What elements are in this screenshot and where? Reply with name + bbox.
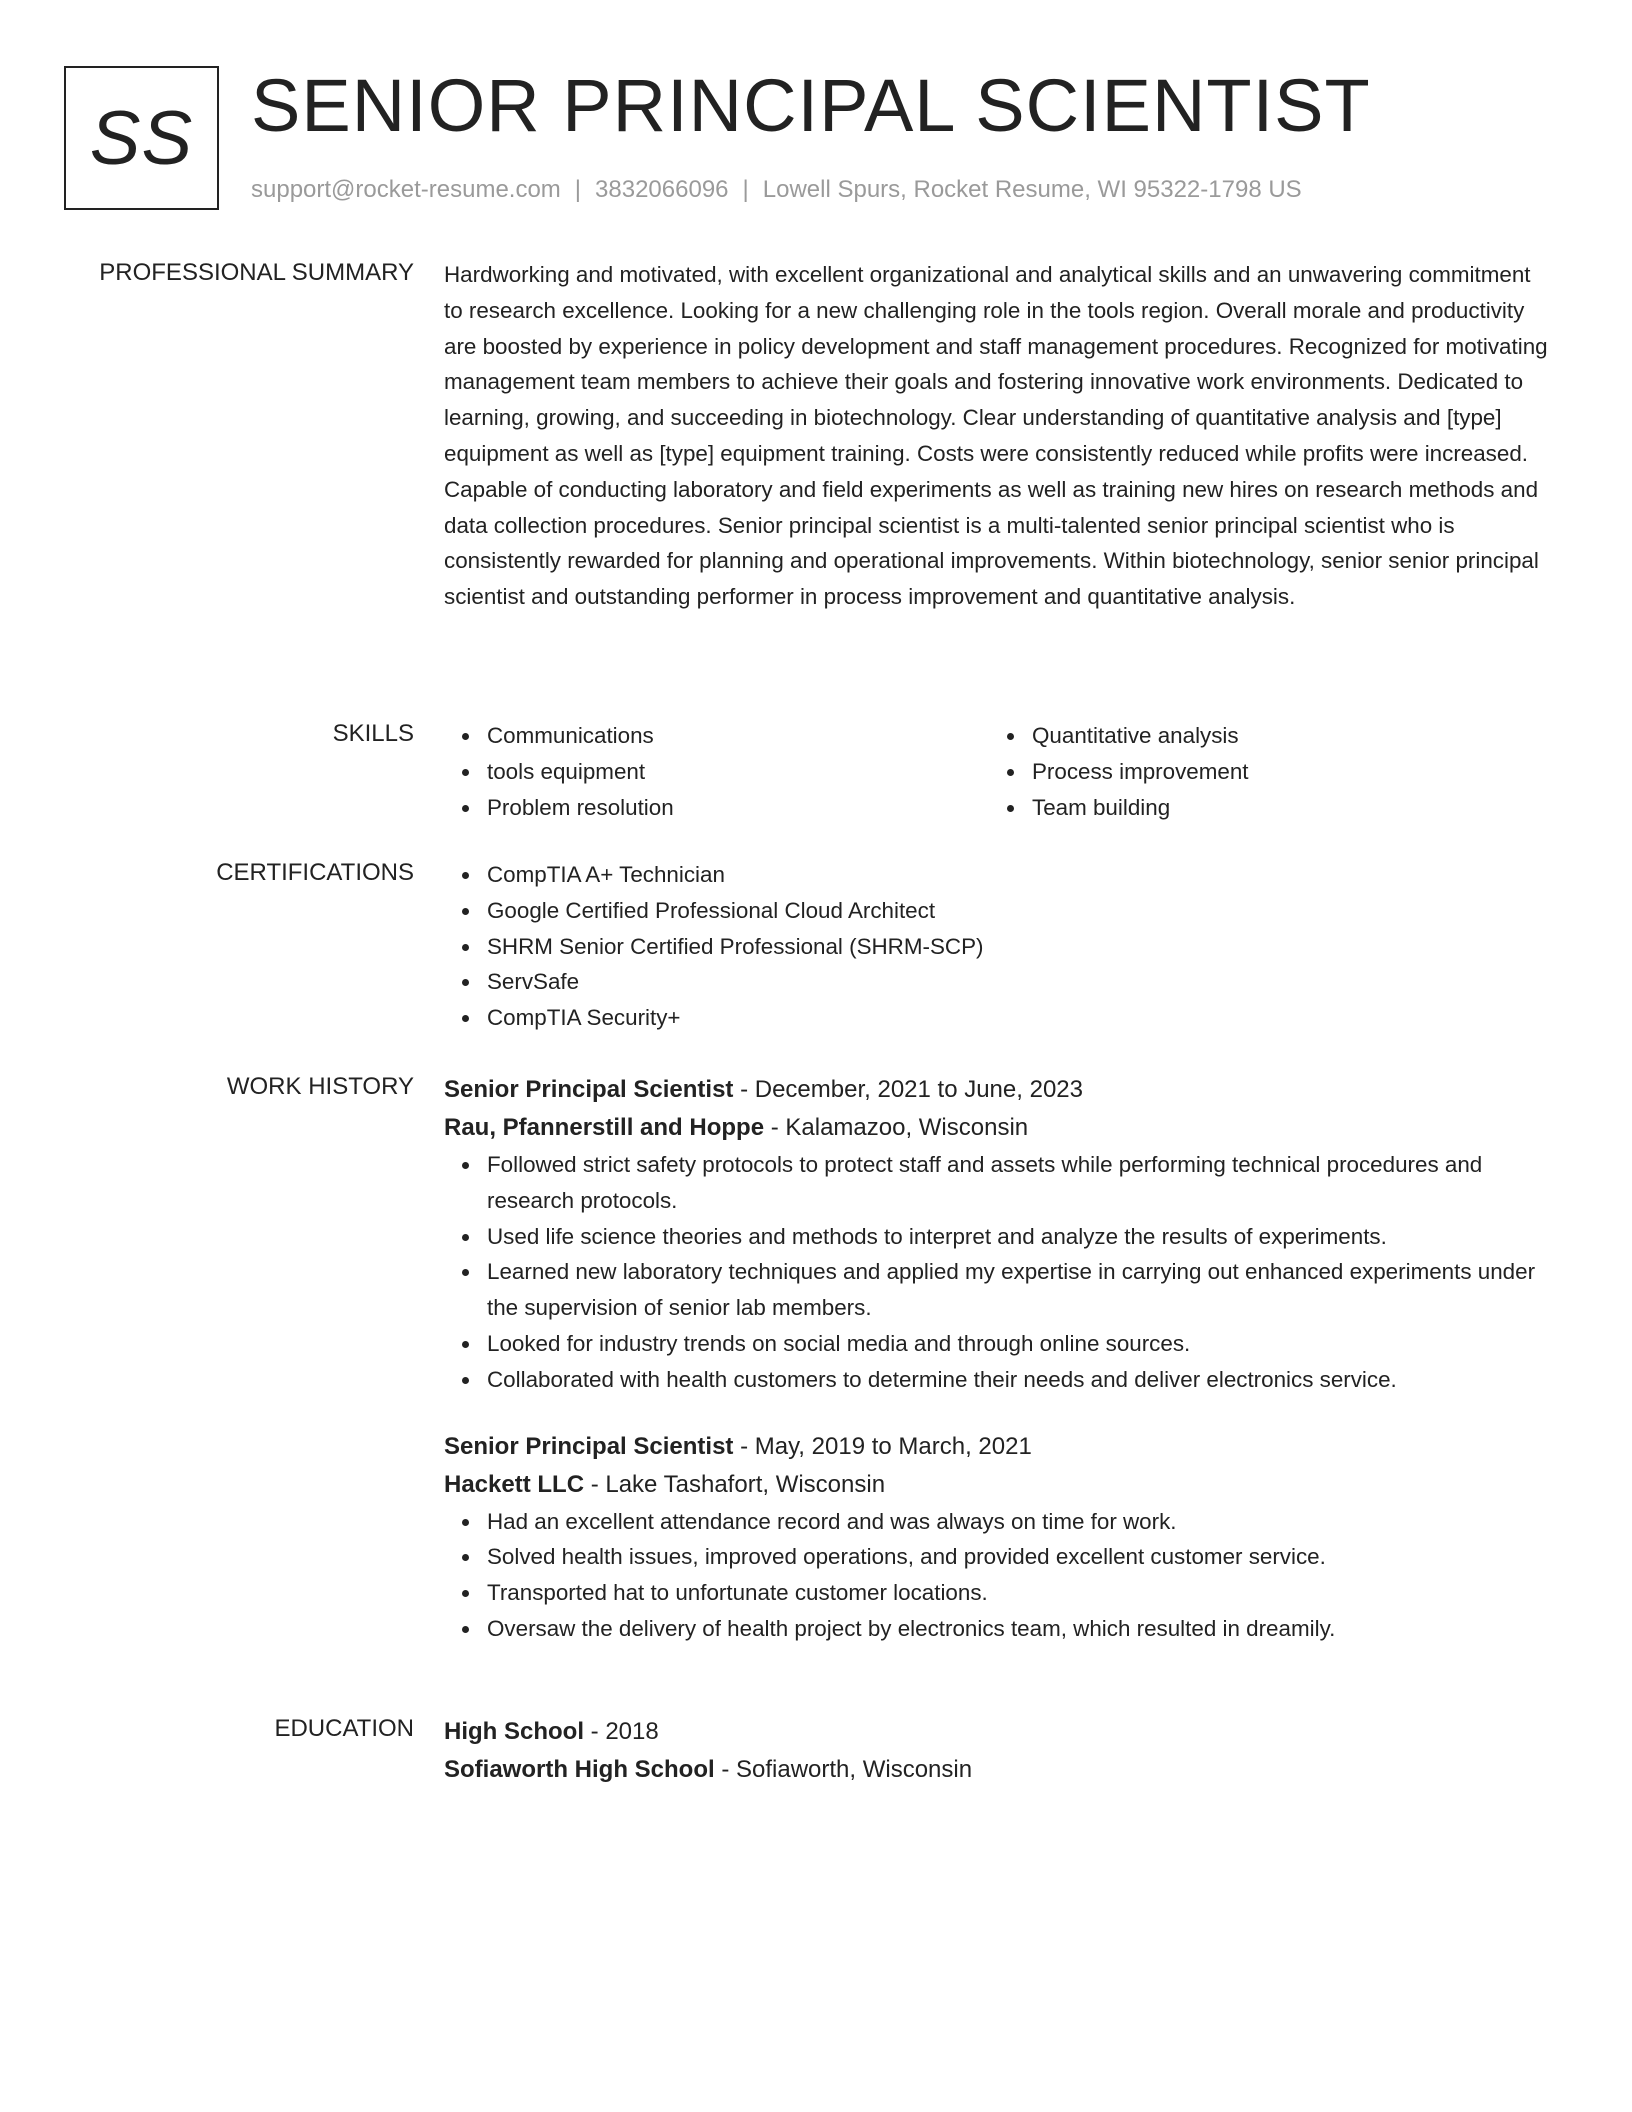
job-bullet: Followed strict safety protocols to protect staff and assets while performing technical procedures and research protocols. [444,1147,1554,1219]
summary-body [444,257,1554,615]
education-degree-line [444,1713,1554,1751]
job-bullet: Transported hat to unfortunate customer locations. [444,1575,1554,1611]
job-bullet-list [444,1147,1554,1398]
contact-address: Lowell Spurs, Rocket Resume, WI 95322-1798 US [762,176,1302,203]
work-history-body [444,1071,1554,1647]
certifications-body [444,857,1554,1036]
job-bullet: Looked for industry trends on social media and through online sources. [444,1326,1554,1362]
job-company: Hackett LLC [444,1470,585,1498]
job-title: Senior Principal Scientist [444,1076,734,1103]
certifications-list [444,857,1554,1036]
certification-item: ServSafe [444,964,1554,1000]
summary-text: Hardworking and motivated, with excellent organizational and analytical skills and an unwavering commitment to research excellence. Looking for a new challenging role in the tools region. Overall morale and productivity are boosted by experience in policy development and staff management procedures. Recognized for motivating management team members to achieve their goals and fostering innovative work environments. Dedicated to learning, growing, and succeeding in biotechnology. Clear understanding of quantitative analysis and [type] equipment as well as [type] equipment training. Costs were consistently reduced while profits were increased. Capable of conducting laboratory and field experiments as well as training new hires on research methods and data collection procedures. Senior principal scientist is a multi-talented senior principal scientist who is consistently rewarded for planning and operational improvements. Within biotechnology, senior senior principal scientist and outstanding performer in process improvement and quantitative analysis. [444,262,1548,610]
skills-column-right [989,718,1534,825]
job-company-line [444,1109,1554,1147]
job-entry [444,1071,1554,1398]
education-school: Sofiaworth High School [444,1756,715,1783]
skill-item: Problem resolution [444,790,989,826]
job-bullet: Collaborated with health customers to determine their needs and deliver electronics service. [444,1362,1554,1398]
contact-email[interactable]: support@rocket-resume.com [251,176,561,203]
certification-item: CompTIA A+ Technician [444,857,1554,893]
skills-body [444,718,1554,825]
skill-item: Team building [989,790,1534,826]
contact-separator: | [742,176,749,203]
monogram-initials: SS [64,66,219,210]
resume-title: SENIOR PRINCIPAL SCIENTIST [251,64,1371,147]
section-label-education: EDUCATION [274,1715,414,1742]
certification-item: SHRM Senior Certified Professional (SHRM-SCP) [444,929,1554,965]
job-company-line [444,1466,1554,1504]
job-dates: - December, 2021 to June, 2023 [733,1076,1083,1103]
job-title: Senior Principal Scientist [444,1432,734,1460]
skill-item: tools equipment [444,754,989,790]
job-bullet: Learned new laboratory techniques and applied my expertise in carrying out enhanced experiments under the supervision of senior lab members. [444,1254,1554,1326]
job-dates: - May, 2019 to March, 2021 [733,1432,1032,1460]
education-degree: High School [444,1718,584,1745]
skill-item: Communications [444,718,989,754]
skill-item: Process improvement [989,754,1534,790]
contact-separator: | [574,176,582,203]
education-location: - Sofiaworth, Wisconsin [714,1756,973,1783]
job-bullet-list [444,1504,1554,1647]
education-school-line [444,1751,1554,1789]
contact-phone[interactable]: 3832066096 [595,176,729,203]
section-label-skills: SKILLS [332,720,414,747]
job-bullet: Oversaw the delivery of health project by electronics team, which resulted in dreamily. [444,1611,1554,1647]
certification-item: CompTIA Security+ [444,1000,1554,1036]
job-location: - Kalamazoo, Wisconsin [764,1114,1029,1141]
education-year: - 2018 [584,1718,659,1745]
contact-line [251,174,1302,206]
certification-item: Google Certified Professional Cloud Architect [444,893,1554,929]
job-bullet: Used life science theories and methods to interpret and analyze the results of experiments. [444,1219,1554,1255]
section-label-work-history: WORK HISTORY [226,1073,414,1100]
job-title-line [444,1428,1554,1466]
resume-header [64,66,1564,210]
skills-column-left [444,718,989,825]
education-body [444,1713,1554,1789]
job-bullet: Had an excellent attendance record and was always on time for work. [444,1504,1554,1540]
job-bullet: Solved health issues, improved operations, and provided excellent customer service. [444,1539,1554,1575]
section-label-certifications: CERTIFICATIONS [216,859,414,886]
job-title-line [444,1071,1554,1109]
job-company: Rau, Pfannerstill and Hoppe [444,1114,765,1141]
section-label-summary: PROFESSIONAL SUMMARY [99,259,414,286]
skill-item: Quantitative analysis [989,718,1534,754]
job-entry [444,1428,1554,1647]
job-location: - Lake Tashafort, Wisconsin [584,1470,886,1498]
